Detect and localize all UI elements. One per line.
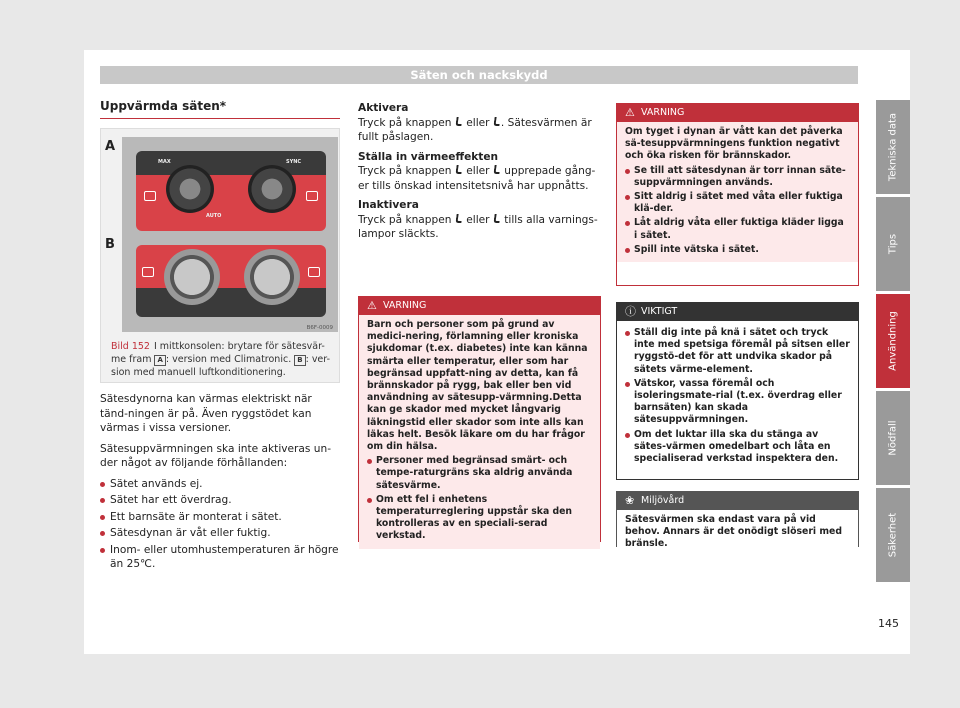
seat-heating-right-icon — [493, 117, 500, 126]
caption-tag-a: A — [154, 355, 165, 366]
list-item: Om ett fel i enhetens temperaturreglering uppstår ska den kontrolleras av en speciali-serad verkstad. — [367, 494, 592, 543]
warning-box-1 — [358, 296, 601, 542]
tab-tips[interactable] — [876, 197, 910, 291]
seat-heating-left-icon — [455, 214, 462, 223]
text: Tryck på knappen — [358, 165, 452, 177]
list-item: Vätskor, vassa föremål och isoleringsmate-rial (t.ex. överdrag eller barnsäten) kan skada sätesuppvärmningen. — [625, 378, 850, 427]
heading-deactivate: Inaktivera — [358, 199, 419, 211]
environment-header — [617, 492, 858, 510]
caption-tag-b: B — [294, 355, 305, 366]
text: upprepade gång-er tills önskad intensitetsnivå har uppnåtts. — [358, 165, 596, 192]
seat-heat-left-icon-b — [142, 267, 154, 277]
tab-nodfall[interactable] — [876, 391, 910, 485]
list-item: Sätet används ej. — [100, 477, 340, 492]
intro-paragraph: Sätesdynorna kan värmas elektriskt när tänd-ningen är på. Även ryggstödet kan värmas i vissa versioner. — [100, 393, 312, 434]
conditions-list — [100, 477, 340, 572]
seat-heat-left-icon — [144, 191, 156, 201]
list-item: Inom- eller utomhustemperaturen är högre än 25℃. — [100, 543, 340, 572]
manual-knob-left — [164, 249, 220, 305]
manual-knob-right — [244, 249, 300, 305]
page-header: Säten och nackskydd — [100, 66, 858, 84]
list-item: Sitt aldrig i sätet med våta eller fuktiga klä-der. — [625, 191, 850, 215]
seat-heating-right-icon — [493, 165, 500, 174]
seat-heat-right-icon — [306, 191, 318, 201]
warning-text: Barn och personer som på grund av medici-nering, förlamning eller kroniska sjukdomar (t.ex. diabetes) inte kan känna smärta eller temperatur, eller som har begränsad uppfatt-ning av detta, kan få brännskador på rygg, bak eller ben vid användning av sätesupp-värmning.Detta kan ge skador med mycket långvarig läkningstid eller skador som inte alls kan läkas helt. Besök läkare om du har frågor om din hälsa. — [367, 319, 588, 453]
text: eller — [466, 165, 490, 177]
tab-label: Tips — [887, 233, 899, 255]
tab-label: Säkerhet — [887, 512, 899, 558]
figure-label-a: A — [105, 139, 116, 154]
section-title: Uppvärmda säten* — [100, 99, 227, 113]
text: eller — [466, 116, 490, 129]
list-item: Personer med begränsad smärt- och tempe-raturgräns ska aldrig använda sätesvärme. — [367, 455, 592, 492]
conditions-paragraph: Sätesuppvärmningen ska inte aktiveras un-der något av följande förhållanden: — [100, 442, 332, 469]
temp-knob-right — [248, 165, 296, 213]
environment-text: Sätesvärmen ska endast vara på vid behov. Annars är det onödigt slöseri med bränsle. — [617, 510, 858, 557]
max-label: MAX — [158, 159, 171, 165]
warning-body — [617, 122, 858, 262]
text: . Sätesvärmen är fullt påslagen. — [358, 116, 592, 143]
warning-body — [359, 315, 600, 549]
leaf-icon: ❀ — [625, 494, 635, 507]
heading-adjust: Ställa in värmeeffekten — [358, 150, 499, 163]
list-item: Om det luktar illa ska du stänga av sätes-värmen omedelbart och låta en specialiserad verkstad inspektera den. — [625, 429, 850, 466]
list-item: Sätet har ett överdrag. — [100, 493, 340, 508]
important-header — [617, 303, 858, 321]
body-column-1 — [100, 392, 340, 574]
text: eller — [466, 213, 490, 226]
caption-number: Bild 152 — [111, 341, 150, 352]
warning-title: VARNING — [641, 107, 685, 118]
list-item: Ett barnsäte är monterat i sätet. — [100, 510, 340, 525]
caption-part-1: I mittkonsolen: brytare för sätesvär-me fram — [111, 341, 325, 365]
figure-photo — [122, 137, 338, 332]
warning-icon: ⚠ — [625, 106, 635, 119]
list-item: Sätesdynan är våt eller fuktig. — [100, 526, 340, 541]
sync-label: SYNC — [286, 159, 302, 165]
caption-part-3: : ver-sion med manuell luftkonditionering. — [111, 354, 331, 378]
list-item: Se till att sätesdynan är torr innan säte-suppvärmningen används. — [625, 165, 850, 189]
warning-title: VARNING — [383, 300, 427, 311]
manual-ac-panel — [136, 245, 326, 317]
warning-header — [359, 297, 600, 315]
figure — [100, 128, 340, 383]
temp-knob-left — [166, 165, 214, 213]
list-item: Ställ dig inte på knä i sätet och tryck inte med spetsiga föremål på sitsen eller ryggstö-det för att undvika skador på sätets värme-element. — [625, 327, 850, 376]
heading-activate: Aktivera — [358, 102, 409, 114]
seat-heating-left-icon — [455, 165, 462, 174]
activate-paragraph — [358, 116, 601, 145]
tab-sakerhet[interactable] — [876, 488, 910, 582]
tab-tekniska-data[interactable] — [876, 100, 910, 194]
seat-heating-left-icon — [455, 117, 462, 126]
seat-heating-right-icon — [493, 214, 500, 223]
caption-part-2: : version med Climatronic. — [165, 354, 292, 365]
warning-text: Om tyget i dynan är vått kan det påverka sä-tesuppvärmningens funktion negativt och öka risken för brännskador. — [625, 126, 843, 162]
list-item: Låt aldrig våta eller fuktiga kläder ligga i sätet. — [625, 217, 850, 241]
tab-anvandning[interactable] — [876, 294, 910, 388]
tab-label: Tekniska data — [887, 112, 899, 182]
auto-label: AUTO — [206, 213, 222, 219]
adjust-paragraph — [358, 164, 601, 193]
seat-heat-right-icon-b — [308, 267, 320, 277]
page-number: 145 — [878, 617, 899, 630]
list-item: Spill inte vätska i sätet. — [625, 244, 850, 256]
text: Tryck på knappen — [358, 213, 452, 226]
tab-label: Användning — [887, 311, 899, 371]
info-icon: ⓘ — [625, 305, 636, 318]
important-title: VIKTIGT — [641, 306, 678, 317]
climatronic-panel — [136, 151, 326, 231]
figure-caption — [111, 340, 335, 379]
figure-label-b: B — [105, 237, 115, 252]
text: Tryck på knappen — [358, 116, 452, 129]
tab-label: Nödfall — [887, 420, 899, 456]
text: tills alla varnings-lampor släckts. — [358, 213, 598, 240]
important-box — [616, 302, 859, 480]
warning-icon: ⚠ — [367, 299, 377, 312]
warning-box-2 — [616, 103, 859, 286]
title-divider — [100, 118, 340, 119]
figure-code: B6F-0009 — [306, 325, 333, 331]
environment-box — [616, 491, 859, 550]
environment-title: Miljövård — [641, 495, 685, 506]
warning-header — [617, 104, 858, 122]
body-column-2 — [358, 99, 601, 247]
important-body — [617, 321, 858, 471]
deactivate-paragraph — [358, 213, 601, 242]
